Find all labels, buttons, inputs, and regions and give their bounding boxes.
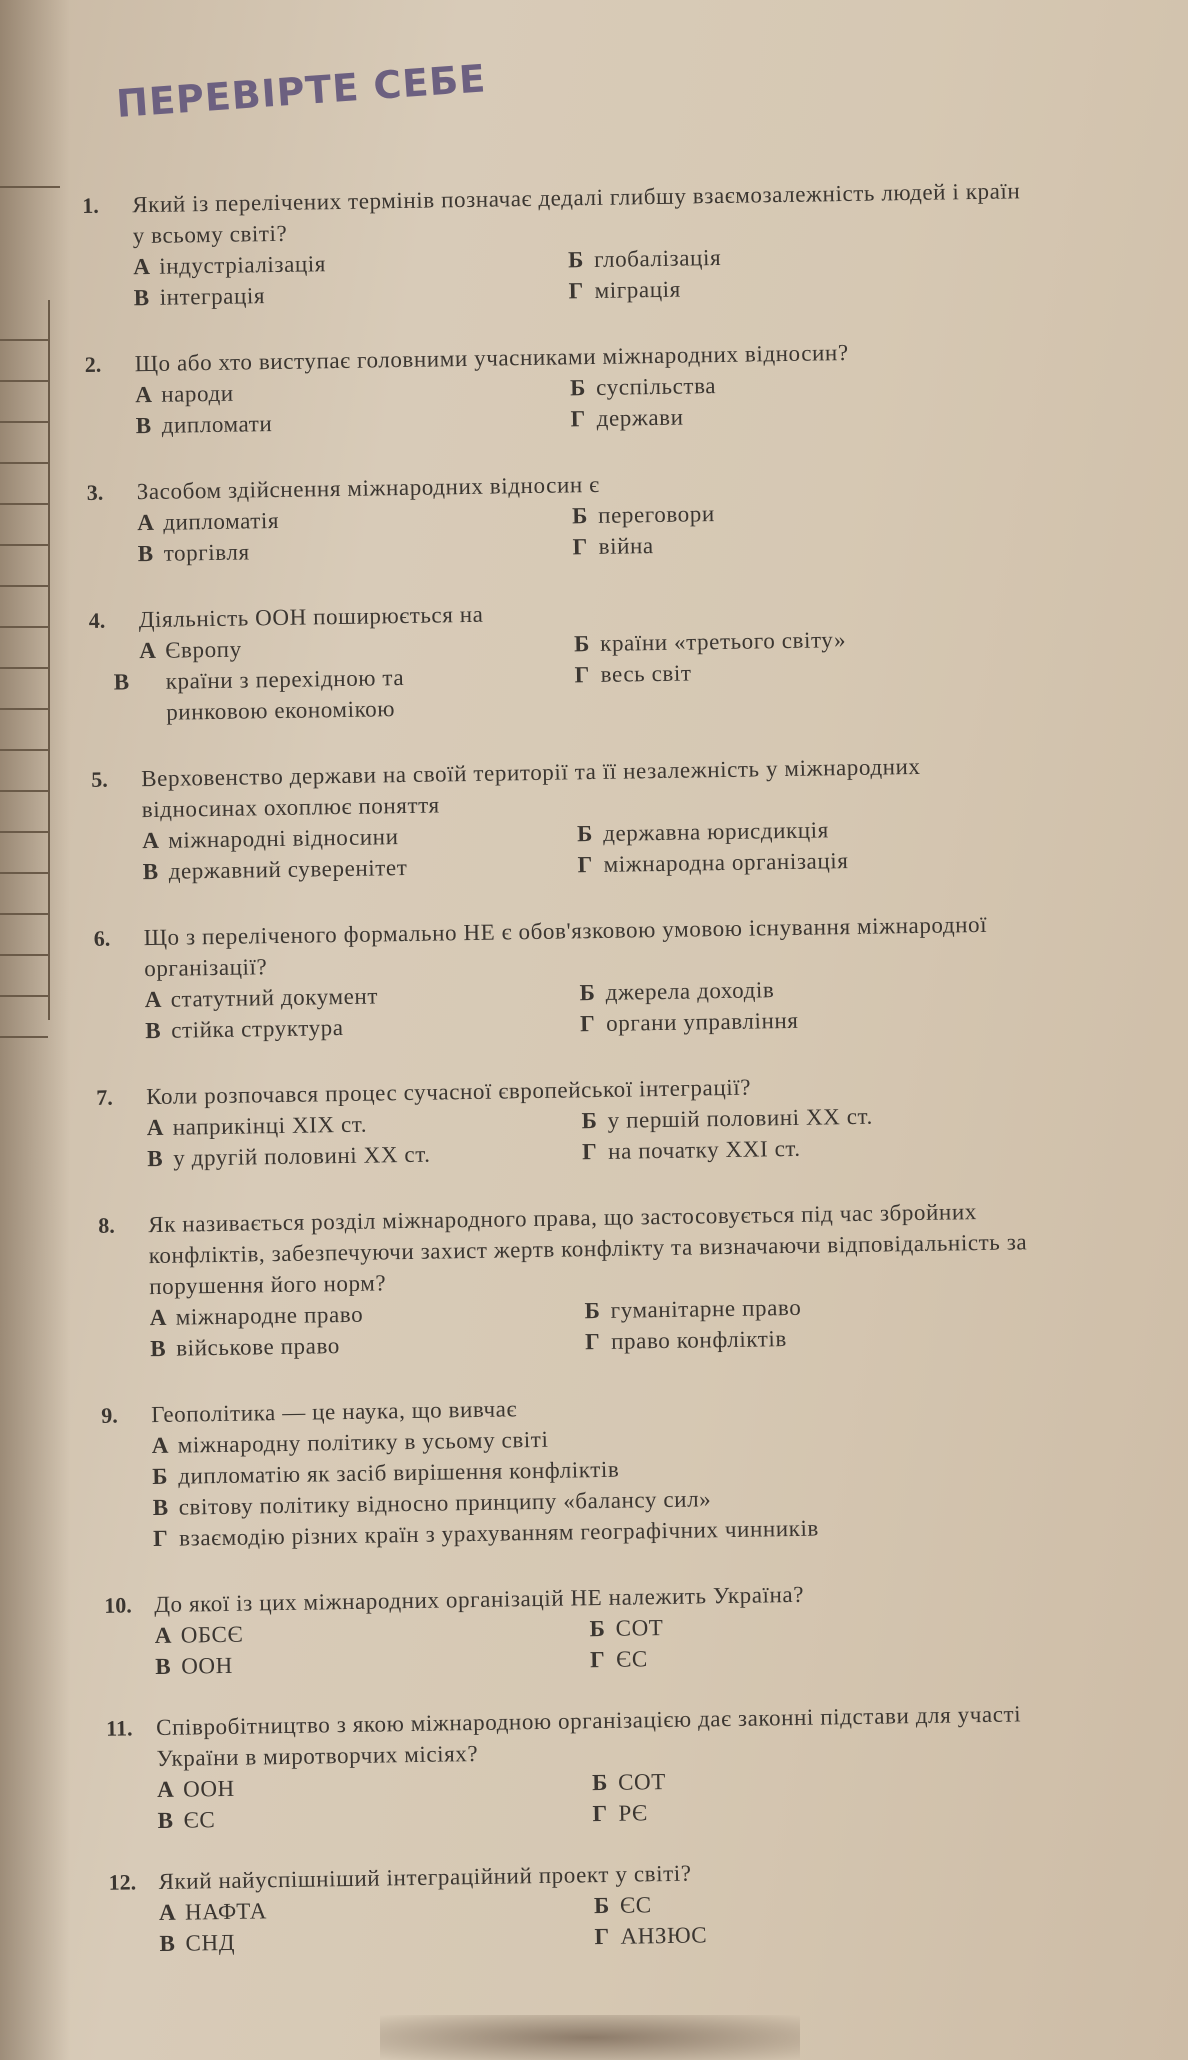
option-b: Б країни «третього світу»	[573, 627, 847, 657]
question-9	[101, 1385, 1053, 1555]
option-b: Б переговори	[571, 501, 715, 529]
question-number: 12.	[108, 1869, 137, 1895]
option-a: А ООН	[156, 1775, 235, 1803]
option-v: В СНД	[159, 1929, 236, 1956]
question-4	[89, 590, 1041, 729]
question-text: Верховенство держави на своїй території та її незалежність у міжнародних відносинах охоплює поняття	[141, 753, 921, 823]
option-b: Б СОТ	[591, 1769, 667, 1796]
option-a: А народи	[135, 380, 234, 408]
question-number: 7.	[96, 1084, 113, 1110]
option-b: Б ЄС	[593, 1892, 652, 1919]
option-v: В державний суверенітет	[142, 854, 408, 885]
option-b: Б гуманітарне право	[584, 1294, 802, 1324]
option-v: В військове право	[150, 1333, 341, 1362]
option-a: А статутний документ	[144, 983, 379, 1013]
option-b: Б у першій половині XX ст.	[581, 1103, 874, 1134]
question-number: 8.	[98, 1212, 115, 1238]
option-b: Б суспільства	[569, 373, 717, 401]
option-b: Б джерела доходів	[579, 977, 775, 1006]
question-number: 3.	[86, 479, 104, 505]
question-text: Геополітика — це наука, що вивчає	[151, 1396, 518, 1428]
quiz-questions	[82, 175, 1060, 1990]
option-a: А міжнародне право	[149, 1301, 364, 1331]
question-text: Засобом здійснення міжнародних відносин є	[136, 471, 600, 505]
option-v: В у другій половині XX ст.	[147, 1141, 431, 1172]
question-number: 4.	[88, 607, 106, 633]
question-text: Як називається розділ міжнародного права, що застосовується під час збройних конфліктів, забезпечуючи захист жертв конфлікту та визначаючи відповідальність за порушення його норм?	[148, 1199, 1028, 1300]
page-title: ПЕРЕВІРТЕ СЕБЕ	[114, 56, 488, 126]
margin-ruled-box	[0, 300, 50, 1020]
option-v: В дипломати	[135, 411, 273, 439]
question-12	[108, 1852, 1059, 1960]
option-g: Г весь світ	[574, 660, 692, 688]
question-1	[82, 175, 1034, 314]
question-11	[106, 1698, 1058, 1837]
question-text: Коли розпочався процес сучасної європейської інтеграції?	[146, 1074, 752, 1110]
option-b: Б глобалізація	[567, 244, 722, 273]
option-a: А дипломатія	[137, 507, 280, 536]
option-b: Б державна юрисдикція	[576, 817, 830, 847]
option-g: Г міграція	[568, 276, 681, 304]
option-v: В інтеграція	[133, 283, 266, 311]
question-text: Співробітництво з якою міжнародною організацією дає законні підстави для участі України в миротворчих місіях?	[155, 1701, 1022, 1772]
option-a: А міжнародні відносини	[142, 824, 399, 854]
option-a: А міжнародну політику в усьому світі	[151, 1426, 549, 1459]
option-g: Г міжнародна організація	[577, 848, 849, 878]
question-3	[87, 462, 1038, 570]
question-number: 5.	[91, 766, 108, 792]
option-b: Б СОТ	[589, 1615, 664, 1642]
option-g: Г органи управління	[579, 1007, 799, 1037]
margin-rule	[0, 186, 60, 188]
option-g: Г держави	[570, 404, 684, 432]
option-b: Б дипломатію як засіб вирішення конфліктів	[152, 1456, 620, 1490]
option-g: Г РЄ	[592, 1800, 648, 1827]
question-7	[96, 1067, 1047, 1175]
question-8	[98, 1195, 1050, 1365]
option-g: Г право конфліктів	[584, 1326, 788, 1355]
option-g: Г взаємодію різних країн з урахуванням географічних чинників	[152, 1515, 820, 1552]
option-a: А Європу	[139, 636, 242, 664]
option-v: В ООН	[155, 1652, 234, 1680]
option-g: Г ЄС	[589, 1646, 649, 1673]
option-a: А наприкінці XIX ст.	[146, 1111, 368, 1141]
question-text: Що або хто виступає головними учасниками міжнародних відносин?	[134, 339, 849, 377]
question-number: 6.	[93, 925, 111, 951]
option-v: В світову політику відносно принципу «балансу сил»	[152, 1486, 712, 1521]
question-number: 2.	[84, 351, 102, 377]
question-2	[84, 334, 1035, 442]
option-g: Г війна	[572, 533, 654, 560]
option-a: А ОБСЄ	[154, 1621, 244, 1649]
question-text: Який із перелічених термінів позначає дедалі глибшу взаємозалежність людей і країн у всьому світі?	[132, 178, 1021, 249]
finger-shadow	[380, 2015, 800, 2060]
option-v: В стійка структура	[145, 1014, 344, 1044]
question-10	[104, 1575, 1055, 1683]
question-text: Який найуспішніший інтеграційний проект у світі?	[158, 1860, 692, 1895]
option-g: Г на початку XXI ст.	[581, 1135, 801, 1165]
question-number: 10.	[104, 1592, 132, 1618]
option-a: А НАФТА	[158, 1898, 268, 1926]
question-5	[91, 749, 1043, 888]
question-text: Діяльність ООН поширюється на	[138, 601, 484, 633]
question-6	[94, 908, 1046, 1047]
question-number: 1.	[82, 192, 99, 218]
option-v: В країни з перехідною та ринковою економікою	[113, 665, 405, 725]
option-g: Г АНЗЮС	[594, 1922, 708, 1950]
question-number: 9.	[101, 1402, 118, 1428]
option-v: В ЄС	[157, 1807, 216, 1834]
option-a: А індустріалізація	[133, 251, 327, 280]
question-number: 11.	[105, 1715, 133, 1741]
question-text: До якої із цих міжнародних організацій НЕ належить Україна?	[154, 1581, 805, 1618]
question-text: Що з переліченого формально НЕ є обов'язковою умовою існування міжнародної організації?	[143, 911, 988, 982]
option-v: В торгівля	[137, 539, 250, 567]
